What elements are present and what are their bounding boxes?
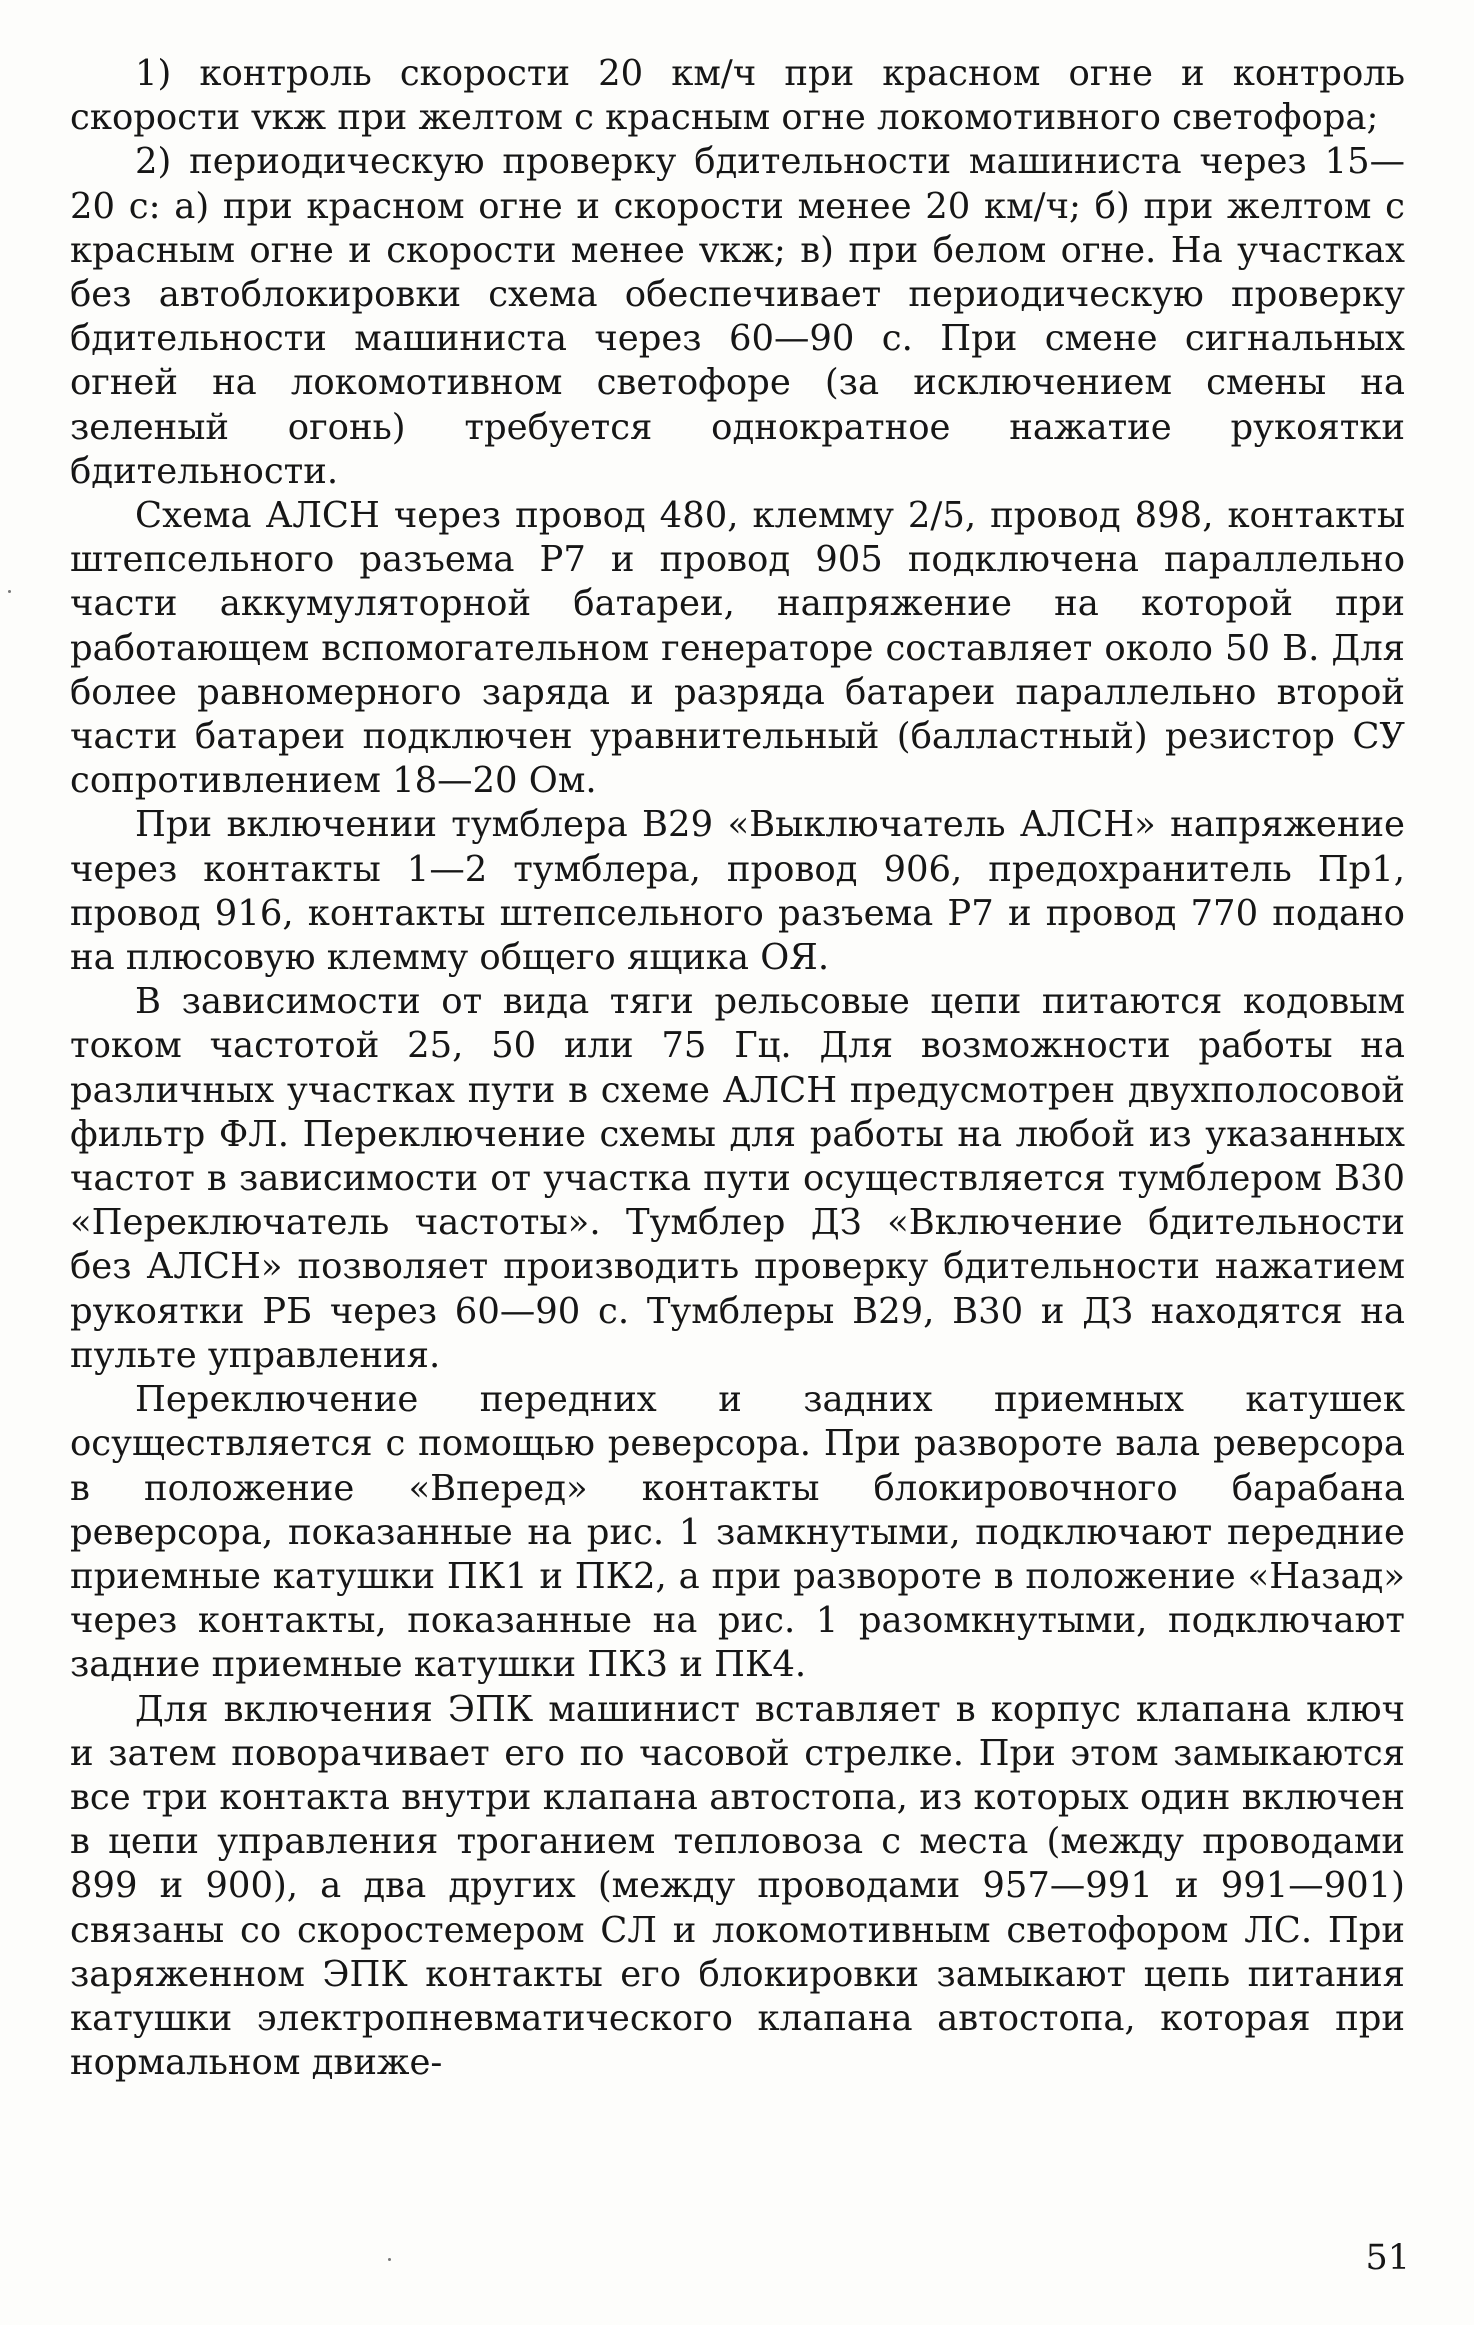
scan-speck — [388, 2258, 391, 2261]
paragraph-epk: Для включения ЭПК машинист вставляет в корпус клапана ключ и затем поворачивает его по часовой стрелке. При этом замыкаются все три контакта внутри клапана автостопа, из которых один включен в цепи управления троганием тепловоза с места (между проводами 899 и 900), а два других (между проводами 957—991 и 991—901) связаны со скоростемером СЛ и локомотивным светофором ЛС. При заряженном ЭПК контакты его блокировки замыкают цепь питания катушки электропневматического клапана автостопа, которая при нормальном движе- — [70, 1688, 1405, 2084]
paragraph-alsn-speed-control: 1) контроль скорости 20 км/ч при красном огне и контроль скорости vкж при желтом с красным огне локомотивного светофора; — [70, 53, 1405, 139]
paragraph-alsn-wiring: Схема АЛСН через провод 480, клемму 2/5, провод 898, контакты штепсельного разъема Р7 и провод 905 подключена параллельно части аккумуляторной батареи, напряжение на которой при работающем вспомогательном генераторе составляет около 50 В. Для более равномерного заряда и разряда батареи параллельно второй части батареи подключен уравнительный (балластный) резистор СУ сопротивлением 18—20 Ом. — [70, 495, 1405, 802]
body-text — [70, 52, 1405, 2085]
page-number: 51 — [1365, 2238, 1410, 2278]
paragraph-vigilance-check: 2) периодическую проверку бдительности машиниста через 15—20 с: а) при красном огне и скорости менее 20 км/ч; б) при желтом с красным огне и скорости менее vкж; в) при белом огне. На участках без автоблокировки схема обеспечивает периодическую проверку бдительности машиниста через 60—90 с. При смене сигнальных огней на локомотивном светофоре (за исключением смены на зеленый огонь) требуется однократное нажатие рукоятки бдительности. — [70, 141, 1405, 492]
scan-speck — [8, 590, 11, 593]
paragraph-reverser: Переключение передних и задних приемных катушек осуществляется с помощью реверсора. При развороте вала реверсора в положение «Вперед» контакты блокировочного барабана реверсора, показанные на рис. 1 замкнутыми, подключают передние приемные катушки ПК1 и ПК2, а при развороте в положение «Назад» через контакты, показанные на рис. 1 разомкнутыми, подключают задние приемные катушки ПК3 и ПК4. — [70, 1379, 1405, 1686]
paragraph-toggle-b29: При включении тумблера В29 «Выключатель АЛСН» напряжение через контакты 1—2 тумблера, провод 906, предохранитель Пр1, провод 916, контакты штепсельного разъема Р7 и провод 770 подано на плюсовую клемму общего ящика ОЯ. — [70, 804, 1405, 979]
paragraph-code-current: В зависимости от вида тяги рельсовые цепи питаются кодовым током частотой 25, 50 или 75 Гц. Для возможности работы на различных участках пути в схеме АЛСН предусмотрен двухполосовой фильтр ФЛ. Переключение схемы для работы на любой из указанных частот в зависимости от участка пути осуществляется тумблером В30 «Переключатель частоты». Тумблер ДЗ «Включение бдительности без АЛСН» позволяет производить проверку бдительности нажатием рукоятки РБ через 60—90 с. Тумблеры В29, В30 и ДЗ находятся на пульте управления. — [70, 981, 1405, 1376]
